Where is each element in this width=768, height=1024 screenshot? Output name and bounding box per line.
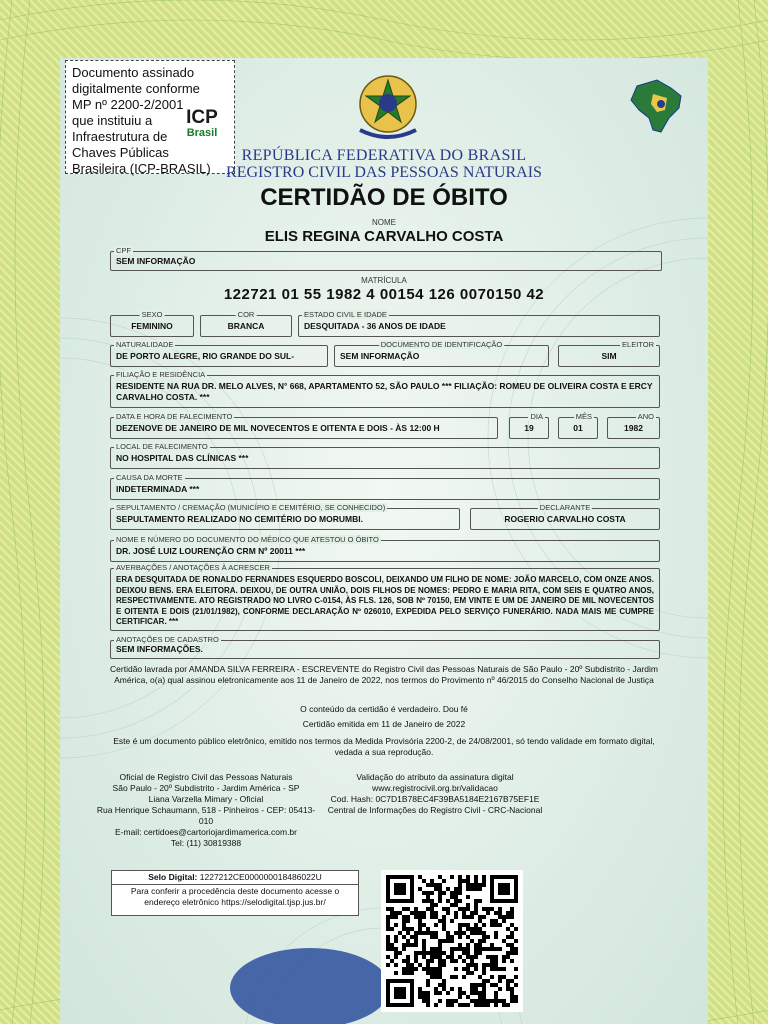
oficial-line: Oficial de Registro Civil das Pessoas Naturais [119,772,293,782]
mes-value: 01 [573,422,583,433]
eleitor-field [558,340,660,367]
sepultamento-label: SEPULTAMENTO / CREMAÇÃO (MUNICÍPIO E CEMITÉRIO, SE CONHECIDO) [116,503,386,512]
validacao-line: Validação do atributo da assinatura digital [356,772,514,782]
cadastro-field [110,635,660,659]
ano-field [607,412,660,439]
validacao-line: Cod. Hash: 0C7D1B78EC4F39BA5184E2167B75EF1E [330,794,540,804]
selo-digital-code: 1227212CE000000018486022U [199,872,322,882]
estado-civil-label: ESTADO CIVIL E IDADE [304,310,387,319]
cadastro-label: ANOTAÇÕES DE CADASTRO [116,635,219,644]
averbacoes-label: AVERBAÇÕES / ANOTAÇÕES À ACRESCER [116,563,270,572]
mes-field [558,412,598,439]
oficial-line: E-mail: certidoes@cartoriojardimamerica.com.br [115,827,297,837]
qr-code-icon[interactable] [381,870,523,1012]
dia-field [509,412,549,439]
averbacoes-value: ERA DESQUITADA DE RONALDO FERNANDES ESQUERDO BOSCOLI, DEIXANDO UM FILHO DE NOME: JOÃO MARCELO, COM ONZE ANOS. DEIXOU BENS. ERA ELEITORA. DEIXOU, DE OUTRA UNIÃO, DOIS FILHOS DE NOMES: PEDRO E MARIA RITA, COM SEIS E QUATRO ANOS, RESPECTIVAMENTE. ATO REGISTRADO NO LIVRO C-0154, ÀS FLS. 126, SOB Nº 70150, EM VINTE E UM DE JANEIRO DE MIL NOVECENTOS E OITENTA E DOIS (21/01/1982), CONFORME DECLARAÇÃO Nº 026010, EXPEDIDA PELO SERVIÇO FUNERÁRIO. NADA MAIS ME CUMPRE CERTIFICAR. *** [116,575,654,626]
nome-label: NOME [372,218,396,227]
icp-line: Brasileira (ICP-BRASIL) [72,161,211,176]
icp-line: MP nº 2200-2/2001 [72,97,184,112]
dia-label: DIA [530,412,543,421]
falecimento-value: DEZENOVE DE JANEIRO DE MIL NOVECENTOS E OITENTA E DOIS - ÀS 12:00 H [116,422,440,433]
certidao-emitida-text: Certidão emitida em 11 de Janeiro de 2022 [302,719,466,729]
oficial-line: São Paulo - 20º Subdistrito - Jardim América - SP [112,783,300,793]
ano-value: 1982 [624,422,643,433]
medico-label: NOME E NÚMERO DO DOCUMENTO DO MÉDICO QUE ATESTOU O ÓBITO [116,535,379,544]
cor-value: BRANCA [227,320,265,331]
validacao-line: www.registrocivil.org.br/validacao [372,783,498,793]
cadastro-value: SEM INFORMAÇÕES. [116,644,203,654]
filiacao-label: FILIAÇÃO E RESIDÊNCIA [116,370,206,379]
declarante-label: DECLARANTE [539,503,591,512]
header-registro-civil: REGISTRO CIVIL DAS PESSOAS NATURAIS [226,164,542,181]
filiacao-value: RESIDENTE NA RUA DR. MELO ALVES, N° 668, APARTAMENTO 52, SÃO PAULO *** FILIAÇÃO: ROMEU DE OLIVEIRA COSTA E ERCY CARVALHO COSTA. *** [116,380,653,402]
documento-label: DOCUMENTO DE IDENTIFICAÇÃO [380,340,503,349]
icp-logo-text: ICP [186,107,218,128]
header-republica: REPÚBLICA FEDERATIVA DO BRASIL [241,147,527,164]
page-title: CERTIDÃO DE ÓBITO [260,184,508,211]
naturalidade-label: NATURALIDADE [116,340,174,349]
causa-label: CAUSA DA MORTE [116,473,183,482]
local-value: NO HOSPITAL DAS CLÍNICAS *** [116,452,249,463]
icp-line: Documento assinado [72,65,195,80]
icp-line: Infraestrutura de [72,129,168,144]
icp-brasil-logo [178,109,226,139]
medico-value: DR. JOSÉ LUIZ LOURENÇÃO CRM Nº 20011 *** [116,545,306,556]
ano-label: ANO [637,412,654,421]
filiacao-field [110,370,660,408]
naturalidade-field [110,340,328,367]
causa-field [110,473,660,500]
causa-value: INDETERMINADA *** [116,483,200,494]
sepultamento-value: SEPULTAMENTO REALIZADO NO CEMITÉRIO DO MORUMBI. [116,513,363,524]
cpf-label: CPF [116,246,131,255]
dia-value: 19 [524,422,534,433]
cpf-value: SEM INFORMAÇÃO [116,255,196,266]
oficial-line: Rua Henrique Schaumann, 518 - Pinheiros - CEP: 05413-010 [96,805,316,826]
oficial-line: Liana Varzella Mimary - Oficial [148,794,264,804]
selo-digital-label: Selo Digital: [148,872,198,882]
selo-digital-header [112,871,358,885]
sexo-label: SEXO [141,310,163,319]
deceased-name: ELIS REGINA CARVALHO COSTA [264,228,504,245]
icp-line: que instituiu a [72,113,153,128]
matricula-label: MATRÍCULA [361,276,407,285]
medico-field [110,535,660,562]
validacao-info [320,772,550,816]
local-field [110,442,660,469]
cor-label: COR [237,310,255,319]
brazil-map-icon [623,74,687,138]
eleitor-label: ELEITOR [622,340,654,349]
estado-civil-value: DESQUITADA - 36 ANOS DE IDADE [304,320,446,331]
icp-line: digitalmente conforme [72,81,200,96]
naturalidade-value: DE PORTO ALEGRE, RIO GRANDE DO SUL- [116,350,295,361]
validacao-line: Central de Informações do Registro Civil - CRC-Nacional [327,805,543,815]
declarante-field [470,503,660,530]
oficial-line: Tel: (11) 30819388 [170,838,242,848]
declarante-value: ROGERIO CARVALHO COSTA [504,513,626,524]
eleitor-value: SIM [601,350,617,361]
estado-civil-field [298,310,660,337]
oficial-info [96,772,316,849]
documento-field [334,340,549,367]
falecimento-field [110,412,498,439]
documento-value: SEM INFORMAÇÃO [340,350,420,361]
icp-line: Chaves Públicas [72,145,169,160]
falecimento-label: DATA E HORA DE FALECIMENTO [116,412,233,421]
selo-digital-text: Para conferir a procedência deste documento acesse o endereço eletrônico https://selodigital.tjsp.jus.br/ [130,886,340,907]
documento-eletronico-text: Este é um documento público eletrônico, emitido nos termos da Medida Provisória 2200-2, de 24/08/2001, só tendo validade em formato digital, vedada a sua reprodução. [113,736,655,757]
icp-logo-subtext: Brasil [186,127,218,139]
conteudo-verdadeiro-text: O conteúdo da certidão é verdadeiro. Dou fé [300,704,468,714]
averbacoes-field [110,563,660,631]
matricula-value: 122721 01 55 1982 4 00154 126 0070150 42 [223,286,545,303]
cor-field [200,310,292,337]
sepultamento-field [110,503,460,530]
local-label: LOCAL DE FALECIMENTO [116,442,208,451]
certidao-lavrada-text: Certidão lavrada por AMANDA SILVA FERREIRA - ESCREVENTE do Registro Civil das Pessoas Naturais de São Paulo - 20º Subdistrito - Jardim América, o(a) qual assinou eletronicamente aos 11 de Janeiro de 2022, nos termos do Provimento nº 46/2015 do Conselho Nacional de Justiça [110,664,658,685]
selo-digital-box [111,870,359,916]
brazil-coat-of-arms-icon [356,74,420,142]
cpf-field [110,246,662,271]
mes-label: MÊS [575,412,592,421]
sexo-field [110,310,194,337]
sexo-value: FEMININO [131,320,173,331]
